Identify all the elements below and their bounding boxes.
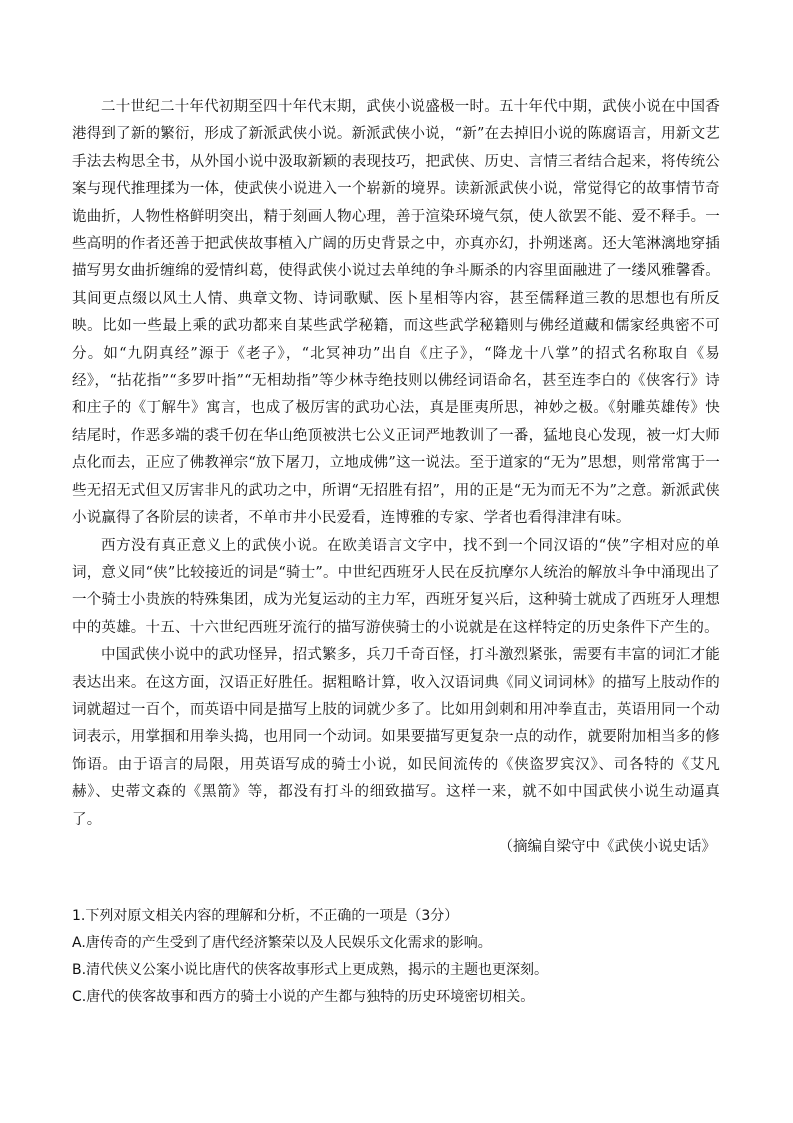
option-c: C.唐代的侠客故事和西方的骑士小说的产生都与独特的历史环境密切相关。: [72, 989, 535, 1005]
article-paragraph-1: 二十世纪二十年代初期至四十年代末期，武侠小说盛极一时。五十年代中期，武侠小说在中国香港得到了新的繁衍，形成了新派武侠小说。新派武侠小说，“新”在去掉旧小说的陈腐语言，用新文艺手法去构思全书，从外国小说中汲取新颖的表现技巧，把武侠、历史、言情三者结合起来，将传统公案与现代推理揉为一体，使武侠小说进入一个崭新的境界。读新派武侠小说，常觉得它的故事情节奇诡曲折，人物性格鲜明突出，精于刻画人物心理，善于渲染环境气氛，使人欲罢不能、爱不释手。一些高明的作者还善于把武侠故事植入广阔的历史背景之中，亦真亦幻，扑朔迷离。还大笔淋漓地穿插描写男女曲折缠绵的爱情纠葛，使得武侠小说过去单纯的争斗厮杀的内容里面融进了一缕风雅馨香。其间更点缀以风土人情、典章文物、诗词歌赋、医卜星相等内容，甚至儒释道三教的思想也有所反映。比如一些最上乘的武功都来自某些武学秘籍，而这些武学秘籍则与佛经道藏和儒家经典密不可分。如“九阴真经”源于《老子》，“北冥神功”出自《庄子》，“降龙十八掌”的招式名称取自《易经》，“拈花指”“多罗叶指”“无相劫指”等少林寺绝技则以佛经词语命名，甚至连李白的《侠客行》诗和庄子的《丁解牛》寓言，也成了极厉害的武功心法，真是匪夷所思，神妙之极。《射雕英雄传》快结尾时，作恶多端的裘千仞在华山绝顶被洪七公义正词严地教训了一番，猛地良心发现，被一灯大师点化而去，正应了佛教禅宗“放下屠刀，立地成佛”这一说法。至于道家的“无为”思想，则常常寓于一些无招无式但又厉害非凡的武功之中，所谓“无招胜有招”，用的正是“无为而无不为”之意。新派武侠小说赢得了各阶层的读者，不单市井小民爱看，连博雅的专家、学者也看得津津有味。: [72, 99, 720, 527]
article-paragraph-3: 中国武侠小说中的武功怪异，招式繁多，兵刀千奇百怪，打斗激烈紧张，需要有丰富的词汇才能表达出来。在这方面，汉语正好胜任。据粗略计算，收入汉语词典《同义词词林》的描写上肢动作的词就超过一百个，而英语中同是描写上肢的词就少多了。比如用剑刺和用冲拳直击，英语用同一个动词表示，用掌掴和用拳头捣，也用同一个动词。如果要描写更复杂一点的动作，就要附加相当多的修饰语。由于语言的局限，用英语写成的骑士小说，如民间流传的《侠盗罗宾汉》、司各特的《艾凡赫》、史蒂文森的《黑箭》等，都没有打斗的细致描写。这样一来，就不如中国武侠小说生动逼真了。: [72, 647, 720, 828]
question-1-stem: 1.下列对原文相关内容的理解和分析，不正确的一项是（3分）: [72, 908, 459, 924]
option-a: A.唐传奇的产生受到了唐代经济繁荣以及人民娱乐文化需求的影响。: [72, 935, 492, 951]
source-citation: （摘编自梁守中《武侠小说史话》: [498, 838, 716, 855]
article-body: [72, 94, 720, 861]
option-b: B.清代侠义公案小说比唐代的侠客故事形式上更成熟，揭示的主题也更深刻。: [72, 962, 549, 978]
article-paragraph-2: 西方没有真正意义上的武侠小说。在欧美语言文字中，找不到一个同汉语的“侠”字相对应的单词，意义同“侠”比较接近的词是“骑士”。中世纪西班牙人民在反抗摩尔人统治的解放斗争中涌现出了一个骑士小贵族的特殊集团，成为光复运动的主力军，西班牙复兴后，这种骑士就成了西班牙人理想中的英雄。十五、十六世纪西班牙流行的描写游侠骑士的小说就是在这样特定的历史条件下产生的。: [72, 537, 720, 636]
question-section: [72, 903, 732, 1011]
